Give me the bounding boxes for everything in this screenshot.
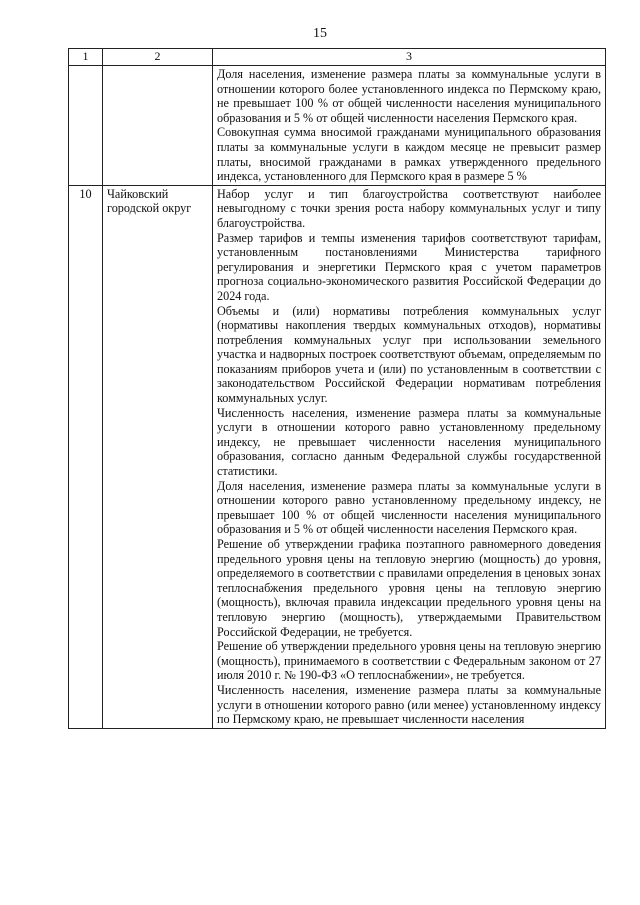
condition-paragraph: Набор услуг и тип благоустройства соответствуют наиболее невыгодному с точки зрения роста набору коммунальных услуг и типу благоустройства. (217, 186, 601, 230)
indicators-table (68, 48, 606, 729)
row-number-cell: 10 (69, 185, 103, 728)
condition-paragraph: Совокупная сумма вносимой гражданами муниципального образования платы за коммунальные услуги в каждом месяце не превысит размер платы, вносимой гражданами в рамках утвержденного предельного индекса, установленного для Пермского края в размере 5 % (217, 125, 601, 184)
condition-paragraph: Численность населения, изменение размера платы за коммунальные услуги в отношении которого равно (или менее) установленному индексу по Пермскому краю, не превышает численности населения (217, 682, 601, 727)
row-number-cell (69, 66, 103, 186)
condition-paragraph: Доля населения, изменение размера платы за коммунальные услуги в отношении которого равно установленному предельному индексу, не превышает 100 % от общей численности населения муниципального образования и 5 % от общей численности населения Пермского края. (217, 478, 601, 537)
table-row (69, 185, 606, 728)
page-number: 15 (313, 26, 327, 41)
conditions-cell (213, 66, 606, 186)
condition-paragraph: Численность населения, изменение размера платы за коммунальные услуги в отношении которого равно установленному предельному индексу, не превышает численности населения муниципального образования, согласно данным Федеральной службы государственной статистики. (217, 405, 601, 479)
condition-paragraph: Объемы и (или) нормативы потребления коммунальных услуг (нормативы накопления твердых коммунальных отходов), нормативы потребления коммунальных услуг при использовании земельного участка и надворных построек соответствуют объемам, определяемым по показаниям приборов учета и (или) по установленным в соответствии с законодательством Российской Федерации нормативам потребления коммунальных услуг. (217, 303, 601, 406)
condition-paragraph: Доля населения, изменение размера платы за коммунальные услуги в отношении которого более установленного индекса по Пермскому краю, не превышает 100 % от общей численности населения муниципального образования и 5 % от общей численности населения Пермского края. (217, 67, 601, 125)
conditions-cell (213, 185, 606, 728)
condition-paragraph: Решение об утверждении предельного уровня цены на тепловую энергию (мощность), принимаемого в соответствии с Федеральным законом от 27 июля 2010 г. № 190-ФЗ «О теплоснабжении», не требуется. (217, 639, 601, 683)
condition-paragraph: Размер тарифов и темпы изменения тарифов соответствуют тарифам, установленным постановлениями Министерства тарифного регулирования и энергетики Пермского края с учетом параметров прогноза социально-экономического развития Российской Федерации до 2024 года. (217, 230, 601, 303)
municipality-cell: Чайковский городской округ (103, 185, 213, 728)
column-header: 1 (69, 49, 103, 66)
table-row (69, 66, 606, 186)
table-header-row (69, 49, 606, 66)
municipality-cell (103, 66, 213, 186)
column-header: 2 (103, 49, 213, 66)
condition-paragraph: Решение об утверждении графика поэтапного равномерного доведения предельного уровня цены на тепловую энергию (мощность) до уровня, определяемого в соответствии с правилами определения в ценовых зонах теплоснабжения предельного уровня цены на тепловую энергию (мощность), включая правила индексации предельного уровня цены на тепловую энергию (мощность), утверждаемыми Правительством Российской Федерации, не требуется. (217, 537, 601, 639)
column-header: 3 (213, 49, 606, 66)
